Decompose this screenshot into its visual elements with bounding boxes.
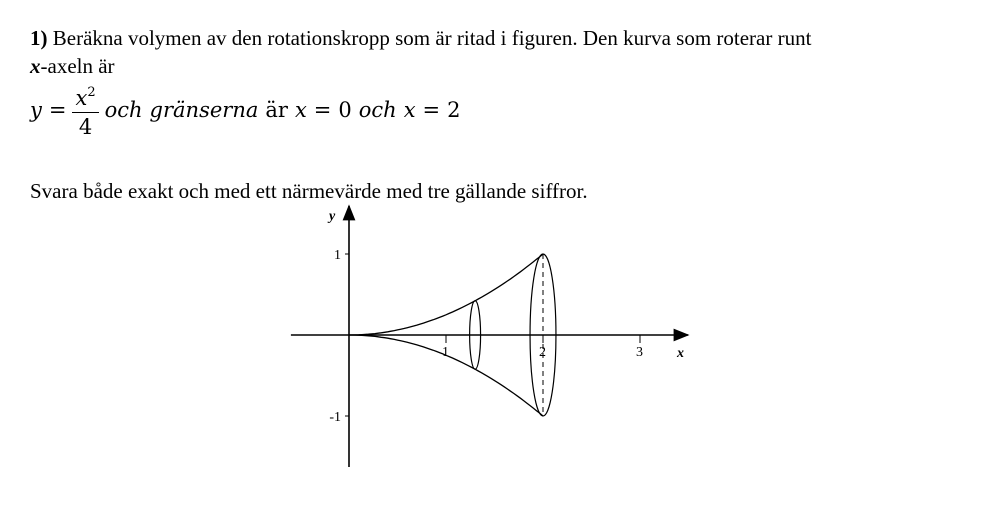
formula-word-granserna: gränserna	[149, 98, 259, 122]
curve-formula: y = $\frac{x^2}{4}$ och gränserna är x = 0 och x = 2	[30, 80, 461, 140]
numerator-exponent: 2	[87, 85, 96, 100]
formula-bound2-var: x	[403, 98, 416, 122]
fraction-numerator: $x^2$	[72, 81, 98, 113]
fraction-denominator: 4	[78, 115, 93, 139]
problem-text-line1: Beräkna volymen av den rotationskropp som är ritad i figuren. Den kurva som roterar runt	[52, 26, 812, 50]
formula-lhs: y	[30, 98, 42, 122]
y-tick-label: -1	[329, 410, 341, 425]
problem-text-line2: -axeln är	[40, 54, 115, 78]
formula-equals: =	[48, 98, 67, 122]
x-tick-label: 2	[539, 345, 546, 360]
upper-curve	[349, 254, 543, 335]
axis-variable: x	[30, 54, 41, 78]
formula-bound2-val: 2	[447, 98, 461, 122]
formula-word-och2: och	[358, 98, 397, 122]
x-axis-label: x	[677, 346, 684, 361]
formula-bound1-val: 0	[338, 98, 352, 122]
y-tick-label: 1	[334, 248, 341, 263]
formula-word-ar: är	[265, 98, 288, 122]
problem-number: 1)	[30, 26, 48, 50]
formula-bound1-var: x	[294, 98, 307, 122]
formula-word-och1: och	[104, 98, 143, 122]
answer-instruction: Svara både exakt och med ett närmevärde med tre gällande siffror.	[30, 179, 588, 203]
x-tick-label: 3	[636, 345, 643, 360]
y-axis-label: y	[329, 209, 336, 224]
x-tick-label: 1	[442, 345, 449, 360]
